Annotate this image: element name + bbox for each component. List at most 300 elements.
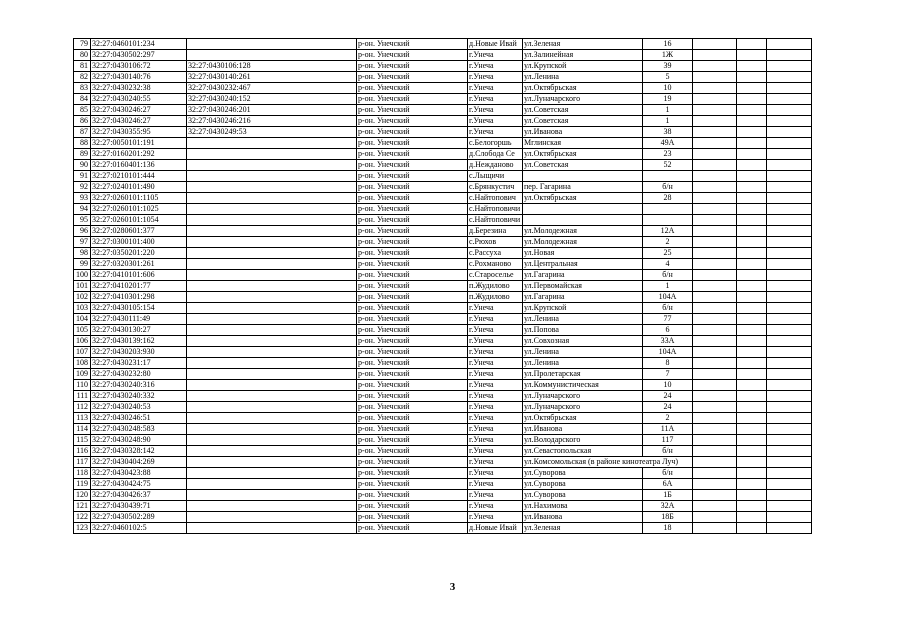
cadastral-number-cell: 32:27:0430106:72 — [91, 61, 187, 72]
cadastral-number-cell: 32:27:0430240:55 — [91, 94, 187, 105]
empty-cell — [767, 435, 812, 446]
house-number-cell — [643, 171, 693, 182]
district-cell: р-он. Унечский — [357, 83, 468, 94]
settlement-cell: г.Унеча — [468, 303, 523, 314]
cadastral-number-2-cell — [187, 259, 357, 270]
row-number-cell: 108 — [74, 358, 91, 369]
empty-cell — [737, 424, 767, 435]
row-number-cell: 89 — [74, 149, 91, 160]
row-number-cell: 106 — [74, 336, 91, 347]
cadastral-number-2-cell — [187, 204, 357, 215]
cadastral-number-2-cell — [187, 501, 357, 512]
house-number-cell: 7 — [643, 369, 693, 380]
empty-cell — [737, 72, 767, 83]
district-cell: р-он. Унечский — [357, 281, 468, 292]
street-cell: ул.Советская — [523, 116, 643, 127]
settlement-cell: д.Новые Ивай — [468, 39, 523, 50]
row-number-cell: 88 — [74, 138, 91, 149]
district-cell: р-он. Унечский — [357, 94, 468, 105]
district-cell: р-он. Унечский — [357, 380, 468, 391]
cadastral-number-2-cell — [187, 391, 357, 402]
empty-cell — [693, 50, 737, 61]
cadastral-number-2-cell — [187, 402, 357, 413]
cadastral-number-2-cell — [187, 149, 357, 160]
empty-cell — [737, 160, 767, 171]
empty-cell — [767, 501, 812, 512]
street-cell: ул.Пролетарская — [523, 369, 643, 380]
cadastral-number-cell: 32:27:0460101:234 — [91, 39, 187, 50]
house-number-cell: 77 — [643, 314, 693, 325]
row-number-cell: 117 — [74, 457, 91, 468]
table-row — [74, 171, 812, 182]
house-number-cell: 104А — [643, 292, 693, 303]
row-number-cell: 92 — [74, 182, 91, 193]
cadastral-number-cell: 32:27:0430232:80 — [91, 369, 187, 380]
empty-cell — [693, 182, 737, 193]
house-number-cell: 49А — [643, 138, 693, 149]
cadastral-number-2-cell — [187, 336, 357, 347]
empty-cell — [737, 303, 767, 314]
street-cell: ул.Зеленая — [523, 523, 643, 534]
cadastral-number-cell: 32:27:0430111:49 — [91, 314, 187, 325]
cadastral-number-2-cell — [187, 457, 357, 468]
street-cell: ул.Нахимова — [523, 501, 643, 512]
empty-cell — [737, 391, 767, 402]
empty-cell — [693, 336, 737, 347]
table-row — [74, 523, 812, 534]
settlement-cell: г.Унеча — [468, 457, 523, 468]
empty-cell — [693, 292, 737, 303]
table-row — [74, 50, 812, 61]
row-number-cell: 121 — [74, 501, 91, 512]
table-row — [74, 303, 812, 314]
row-number-cell: 90 — [74, 160, 91, 171]
settlement-cell: г.Унеча — [468, 325, 523, 336]
street-cell — [523, 204, 643, 215]
empty-cell — [693, 215, 737, 226]
street-cell: Мглинская — [523, 138, 643, 149]
cadastral-number-cell: 32:27:0160201:292 — [91, 149, 187, 160]
cadastral-number-2-cell — [187, 160, 357, 171]
settlement-cell: д.Березина — [468, 226, 523, 237]
street-cell: ул.Суворова — [523, 479, 643, 490]
row-number-cell: 81 — [74, 61, 91, 72]
table-body — [74, 39, 812, 534]
empty-cell — [767, 160, 812, 171]
street-cell: ул.Иванова — [523, 424, 643, 435]
cadastral-number-2-cell — [187, 369, 357, 380]
row-number-cell: 94 — [74, 204, 91, 215]
settlement-cell: с.Лыщичи — [468, 171, 523, 182]
empty-cell — [737, 127, 767, 138]
house-number-cell: 2 — [643, 413, 693, 424]
empty-cell — [693, 127, 737, 138]
cadastral-number-2-cell — [187, 314, 357, 325]
row-number-cell: 103 — [74, 303, 91, 314]
empty-cell — [693, 193, 737, 204]
settlement-cell: д.Слобода Се — [468, 149, 523, 160]
district-cell: р-он. Унечский — [357, 171, 468, 182]
house-number-cell: б/н — [643, 303, 693, 314]
cadastral-number-2-cell — [187, 523, 357, 534]
settlement-cell: д.Нежданово — [468, 160, 523, 171]
empty-cell — [767, 138, 812, 149]
district-cell: р-он. Унечский — [357, 50, 468, 61]
empty-cell — [693, 468, 737, 479]
settlement-cell: г.Унеча — [468, 358, 523, 369]
table-row — [74, 435, 812, 446]
house-number-cell: б/н — [643, 182, 693, 193]
row-number-cell: 122 — [74, 512, 91, 523]
house-number-cell: б/н — [643, 270, 693, 281]
empty-cell — [737, 281, 767, 292]
empty-cell — [737, 369, 767, 380]
cadastral-number-cell: 32:27:0260101:1025 — [91, 204, 187, 215]
cadastral-number-cell: 32:27:0430248:90 — [91, 435, 187, 446]
empty-cell — [737, 116, 767, 127]
house-number-cell: 104А — [643, 347, 693, 358]
table-row — [74, 259, 812, 270]
district-cell: р-он. Унечский — [357, 369, 468, 380]
house-number-cell: 11А — [643, 424, 693, 435]
empty-cell — [693, 325, 737, 336]
cadastral-number-cell: 32:27:0430139:162 — [91, 336, 187, 347]
settlement-cell: г.Унеча — [468, 424, 523, 435]
cadastral-number-cell: 32:27:0260101:1054 — [91, 215, 187, 226]
street-cell: ул.Ленина — [523, 72, 643, 83]
street-cell: ул.Совхозная — [523, 336, 643, 347]
cadastral-number-2-cell — [187, 226, 357, 237]
cadastral-number-cell: 32:27:0240101:490 — [91, 182, 187, 193]
cadastral-number-2-cell — [187, 358, 357, 369]
cadastral-number-cell: 32:27:0430130:27 — [91, 325, 187, 336]
empty-cell — [693, 347, 737, 358]
empty-cell — [767, 193, 812, 204]
table-row — [74, 237, 812, 248]
street-cell: ул.Первомайская — [523, 281, 643, 292]
street-cell: ул.Октябрьская — [523, 149, 643, 160]
empty-cell — [767, 303, 812, 314]
house-number-cell: 1Ж — [643, 50, 693, 61]
house-number-cell: 33А — [643, 336, 693, 347]
cadastral-number-cell: 32:27:0430246:51 — [91, 413, 187, 424]
empty-cell — [767, 237, 812, 248]
settlement-cell: г.Унеча — [468, 380, 523, 391]
empty-cell — [767, 512, 812, 523]
street-cell: ул.Советская — [523, 160, 643, 171]
row-number-cell: 91 — [74, 171, 91, 182]
row-number-cell: 104 — [74, 314, 91, 325]
house-number-cell: 39 — [643, 61, 693, 72]
settlement-cell: г.Унеча — [468, 314, 523, 325]
empty-cell — [767, 182, 812, 193]
street-cell: ул.Гагарина — [523, 270, 643, 281]
empty-cell — [767, 380, 812, 391]
house-number-cell: 4 — [643, 259, 693, 270]
empty-cell — [693, 149, 737, 160]
row-number-cell: 114 — [74, 424, 91, 435]
cadastral-number-2-cell — [187, 270, 357, 281]
house-number-cell: 117 — [643, 435, 693, 446]
cadastral-number-cell: 32:27:0350201:220 — [91, 248, 187, 259]
row-number-cell: 119 — [74, 479, 91, 490]
cadastral-number-cell: 32:27:0430355:95 — [91, 127, 187, 138]
settlement-cell: г.Унеча — [468, 501, 523, 512]
street-cell: ул.Молодежная — [523, 226, 643, 237]
row-number-cell: 109 — [74, 369, 91, 380]
house-number-cell: 25 — [643, 248, 693, 259]
district-cell: р-он. Унечский — [357, 314, 468, 325]
street-cell: ул.Советская — [523, 105, 643, 116]
empty-cell — [767, 39, 812, 50]
settlement-cell: п.Жудилово — [468, 292, 523, 303]
empty-cell — [737, 193, 767, 204]
empty-cell — [693, 402, 737, 413]
settlement-cell: с.Найтоповичи — [468, 215, 523, 226]
house-number-cell: 12А — [643, 226, 693, 237]
table-row — [74, 490, 812, 501]
row-number-cell: 85 — [74, 105, 91, 116]
house-number-cell: 5 — [643, 72, 693, 83]
table-row — [74, 193, 812, 204]
cadastral-number-2-cell — [187, 50, 357, 61]
empty-cell — [693, 138, 737, 149]
table-row — [74, 402, 812, 413]
table-row — [74, 270, 812, 281]
row-number-cell: 123 — [74, 523, 91, 534]
cadastral-number-cell: 32:27:0430203:930 — [91, 347, 187, 358]
empty-cell — [767, 358, 812, 369]
district-cell: р-он. Унечский — [357, 105, 468, 116]
row-number-cell: 110 — [74, 380, 91, 391]
empty-cell — [767, 391, 812, 402]
cadastral-number-2-cell: 32:27:0430140:261 — [187, 72, 357, 83]
row-number-cell: 101 — [74, 281, 91, 292]
table-row — [74, 413, 812, 424]
cadastral-number-2-cell — [187, 303, 357, 314]
table-row — [74, 160, 812, 171]
empty-cell — [767, 325, 812, 336]
empty-cell — [737, 138, 767, 149]
table-row — [74, 149, 812, 160]
empty-cell — [693, 457, 737, 468]
house-number-cell: 23 — [643, 149, 693, 160]
cadastral-number-2-cell — [187, 413, 357, 424]
district-cell: р-он. Унечский — [357, 237, 468, 248]
empty-cell — [737, 314, 767, 325]
row-number-cell: 120 — [74, 490, 91, 501]
street-cell — [523, 171, 643, 182]
row-number-cell: 79 — [74, 39, 91, 50]
district-cell: р-он. Унечский — [357, 215, 468, 226]
district-cell: р-он. Унечский — [357, 325, 468, 336]
empty-cell — [767, 314, 812, 325]
district-cell: р-он. Унечский — [357, 116, 468, 127]
empty-cell — [737, 105, 767, 116]
street-cell: ул.Новая — [523, 248, 643, 259]
row-number-cell: 105 — [74, 325, 91, 336]
empty-cell — [693, 270, 737, 281]
cadastral-number-cell: 32:27:0430439:71 — [91, 501, 187, 512]
empty-cell — [767, 424, 812, 435]
table-row — [74, 446, 812, 457]
street-cell: пер. Гагарина — [523, 182, 643, 193]
row-number-cell: 99 — [74, 259, 91, 270]
table-row — [74, 105, 812, 116]
table-row — [74, 94, 812, 105]
cadastral-number-2-cell: 32:27:0430240:152 — [187, 94, 357, 105]
empty-cell — [737, 380, 767, 391]
cadastral-number-2-cell — [187, 237, 357, 248]
empty-cell — [737, 292, 767, 303]
land-plots-table — [73, 38, 812, 534]
empty-cell — [693, 105, 737, 116]
district-cell: р-он. Унечский — [357, 303, 468, 314]
street-cell: ул.Луначарского — [523, 391, 643, 402]
street-cell: ул.Гагарина — [523, 292, 643, 303]
house-number-cell: 16 — [643, 39, 693, 50]
empty-cell — [767, 226, 812, 237]
empty-cell — [737, 347, 767, 358]
table-row — [74, 314, 812, 325]
row-number-cell: 113 — [74, 413, 91, 424]
cadastral-number-cell: 32:27:0430404:269 — [91, 457, 187, 468]
district-cell: р-он. Унечский — [357, 61, 468, 72]
district-cell: р-он. Унечский — [357, 490, 468, 501]
row-number-cell: 93 — [74, 193, 91, 204]
district-cell: р-он. Унечский — [357, 457, 468, 468]
empty-cell — [737, 523, 767, 534]
cadastral-number-2-cell — [187, 182, 357, 193]
settlement-cell: г.Унеча — [468, 512, 523, 523]
cadastral-number-2-cell: 32:27:0430106:128 — [187, 61, 357, 72]
cadastral-number-2-cell — [187, 248, 357, 259]
empty-cell — [767, 402, 812, 413]
empty-cell — [767, 83, 812, 94]
cadastral-number-cell: 32:27:0430328:142 — [91, 446, 187, 457]
cadastral-number-2-cell — [187, 380, 357, 391]
empty-cell — [693, 259, 737, 270]
cadastral-number-2-cell — [187, 138, 357, 149]
cadastral-number-cell: 32:27:0430248:583 — [91, 424, 187, 435]
settlement-cell: с.Староселье — [468, 270, 523, 281]
empty-cell — [767, 259, 812, 270]
table-row — [74, 83, 812, 94]
settlement-cell: г.Унеча — [468, 369, 523, 380]
district-cell: р-он. Унечский — [357, 182, 468, 193]
district-cell: р-он. Унечский — [357, 204, 468, 215]
street-cell: ул.Коммунистическая — [523, 380, 643, 391]
house-number-cell: 38 — [643, 127, 693, 138]
street-cell: ул.Попова — [523, 325, 643, 336]
cadastral-number-cell: 32:27:0410301:298 — [91, 292, 187, 303]
empty-cell — [693, 380, 737, 391]
district-cell: р-он. Унечский — [357, 248, 468, 259]
house-number-cell: 1Б — [643, 490, 693, 501]
district-cell: р-он. Унечский — [357, 193, 468, 204]
district-cell: р-он. Унечский — [357, 358, 468, 369]
settlement-cell: п.Жудилово — [468, 281, 523, 292]
cadastral-number-2-cell — [187, 325, 357, 336]
cadastral-number-cell: 32:27:0300101:400 — [91, 237, 187, 248]
settlement-cell: с.Брянкустич — [468, 182, 523, 193]
house-number-cell: б/н — [643, 446, 693, 457]
house-number-cell: 2 — [643, 237, 693, 248]
settlement-cell: с.Найтоповичи — [468, 204, 523, 215]
cadastral-number-cell: 32:27:0260101:1105 — [91, 193, 187, 204]
empty-cell — [693, 358, 737, 369]
page-number: 3 — [449, 581, 456, 593]
settlement-cell: г.Унеча — [468, 479, 523, 490]
cadastral-number-2-cell: 32:27:0430246:216 — [187, 116, 357, 127]
street-cell: ул.Иванова — [523, 512, 643, 523]
cadastral-number-cell: 32:27:0050101:191 — [91, 138, 187, 149]
cadastral-number-2-cell — [187, 281, 357, 292]
house-number-cell: 19 — [643, 94, 693, 105]
table-row — [74, 248, 812, 259]
cadastral-number-cell: 32:27:0430105:154 — [91, 303, 187, 314]
district-cell: р-он. Унечский — [357, 402, 468, 413]
empty-cell — [767, 248, 812, 259]
cadastral-number-cell: 32:27:0430240:332 — [91, 391, 187, 402]
cadastral-number-2-cell — [187, 490, 357, 501]
empty-cell — [693, 391, 737, 402]
empty-cell — [767, 347, 812, 358]
street-cell: ул.Севастопольская — [523, 446, 643, 457]
house-number-cell: 10 — [643, 83, 693, 94]
table-row — [74, 336, 812, 347]
settlement-cell: с.Белогоршь — [468, 138, 523, 149]
settlement-cell: д.Новые Ивай — [468, 523, 523, 534]
empty-cell — [693, 435, 737, 446]
house-number-cell: 1 — [643, 105, 693, 116]
table-row — [74, 281, 812, 292]
empty-cell — [767, 446, 812, 457]
district-cell: р-он. Унечский — [357, 347, 468, 358]
empty-cell — [693, 446, 737, 457]
empty-cell — [767, 490, 812, 501]
cadastral-number-2-cell: 32:27:0430249:53 — [187, 127, 357, 138]
table-row — [74, 226, 812, 237]
house-number-cell: 52 — [643, 160, 693, 171]
settlement-cell: г.Унеча — [468, 446, 523, 457]
empty-cell — [693, 72, 737, 83]
empty-cell — [737, 479, 767, 490]
empty-cell — [737, 259, 767, 270]
empty-cell — [767, 204, 812, 215]
row-number-cell: 100 — [74, 270, 91, 281]
empty-cell — [767, 281, 812, 292]
empty-cell — [737, 50, 767, 61]
empty-cell — [737, 457, 767, 468]
empty-cell — [737, 215, 767, 226]
street-cell: ул.Крупской — [523, 303, 643, 314]
cadastral-number-2-cell: 32:27:0430232:467 — [187, 83, 357, 94]
empty-cell — [737, 446, 767, 457]
cadastral-number-2-cell — [187, 468, 357, 479]
cadastral-number-cell: 32:27:0160401:136 — [91, 160, 187, 171]
row-number-cell: 115 — [74, 435, 91, 446]
district-cell: р-он. Унечский — [357, 468, 468, 479]
street-cell: ул.Зеленая — [523, 39, 643, 50]
empty-cell — [767, 94, 812, 105]
empty-cell — [767, 116, 812, 127]
street-cell: ул.Комсомольская (в районе кинотеатра Луч) — [523, 457, 693, 468]
settlement-cell: г.Унеча — [468, 347, 523, 358]
street-cell: ул.Октябрьская — [523, 413, 643, 424]
district-cell: р-он. Унечский — [357, 479, 468, 490]
house-number-cell: 10 — [643, 380, 693, 391]
